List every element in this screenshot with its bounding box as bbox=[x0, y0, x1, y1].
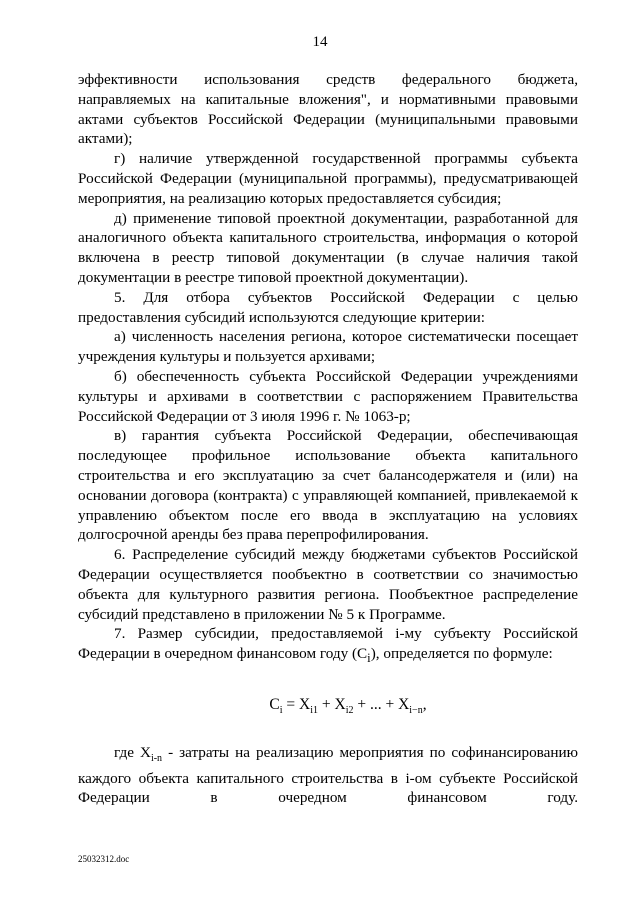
paragraph-clause-5: 5. Для отбора субъектов Российской Федерации с целью предоставления субсидий используются следующие критерии: bbox=[78, 288, 578, 326]
clause-7-tail: ), определяется по формуле: bbox=[370, 645, 553, 663]
formula-end: , bbox=[422, 695, 427, 713]
formula-term1-sub: i1 bbox=[310, 705, 318, 717]
paragraph-item-g: г) наличие утвержденной государственной программы субъекта Российской Федерации (муниципальной программы), предусматривающей мероприятия, на реализацию которых предоставляется субсидия; bbox=[78, 150, 578, 207]
paragraph-item-d: д) применение типовой проектной документации, разработанной для аналогичного объекта капитального строительства, информация о которой включена в реестр типовой документации (в случае наличия такой документации в реестре типовой проектной документации). bbox=[78, 209, 578, 286]
clause-7-text: 7. Размер субсидии, предоставляемой i-му субъекту Российской Федерации в очередном финансовом году (C bbox=[78, 625, 578, 663]
formula-termn-sub: i−n bbox=[409, 705, 423, 717]
formula bbox=[78, 695, 578, 721]
document-body bbox=[78, 70, 578, 808]
where-rest: - затраты на реализацию мероприятия по софинансированию каждого объекта капитального строительства в i-ом субъекте Российской Федерации в очередном финансовом году. bbox=[78, 743, 578, 807]
paragraph-continuation: эффективности использования средств федерального бюджета, направляемых на капитальные вложения", и нормативными правовыми актами субъектов Российской Федерации (муниципальными правовыми актами); bbox=[78, 71, 578, 148]
paragraph-clause-7 bbox=[78, 624, 578, 669]
where-sub: i-n bbox=[150, 752, 163, 764]
paragraph-item-a: а) численность населения региона, которое систематически посещает учреждения культуры и пользуется архивами; bbox=[78, 328, 578, 366]
paragraph-item-v: в) гарантия субъекта Российской Федерации, обеспечивающая последующее профильное использование объекта капитального строительства и его эксплуатацию за счет балансодержателя и (или) на основании договора (контракта) с управляющей компанией, привлекаемой к управлению объектом после его ввода в эксплуатацию на условиях долгосрочной аренды без права перепрофилирования. bbox=[78, 427, 578, 544]
paragraph-item-b: б) обеспеченность субъекта Российской Федерации учреждениями культуры и архивами в соответствии с распоряжением Правительства Российской Федерации от 3 июля 1996 г. № 1063-р; bbox=[78, 367, 578, 425]
formula-dots: + ... + X bbox=[353, 695, 410, 713]
where-lead: где X bbox=[114, 743, 151, 761]
formula-explanation bbox=[78, 743, 578, 808]
clause-7-subscript: i bbox=[367, 651, 371, 666]
formula-lhs: C bbox=[269, 695, 280, 713]
formula-eq: = X bbox=[282, 695, 311, 713]
page-number: 14 bbox=[312, 34, 328, 50]
paragraph-clause-6: 6. Распределение субсидий между бюджетами субъектов Российской Федерации осуществляется пообъектно в соответствии со значимостью объекта для культурного развития региона. Пообъектное распределение субсидий представлено в приложении № 5 к Программе. bbox=[78, 546, 578, 623]
formula-plus: + X bbox=[318, 695, 346, 713]
formula-term2-sub: i2 bbox=[345, 705, 354, 717]
formula-lhs-sub: i bbox=[279, 705, 283, 717]
footer-filename: 25032312.doc bbox=[78, 854, 130, 864]
